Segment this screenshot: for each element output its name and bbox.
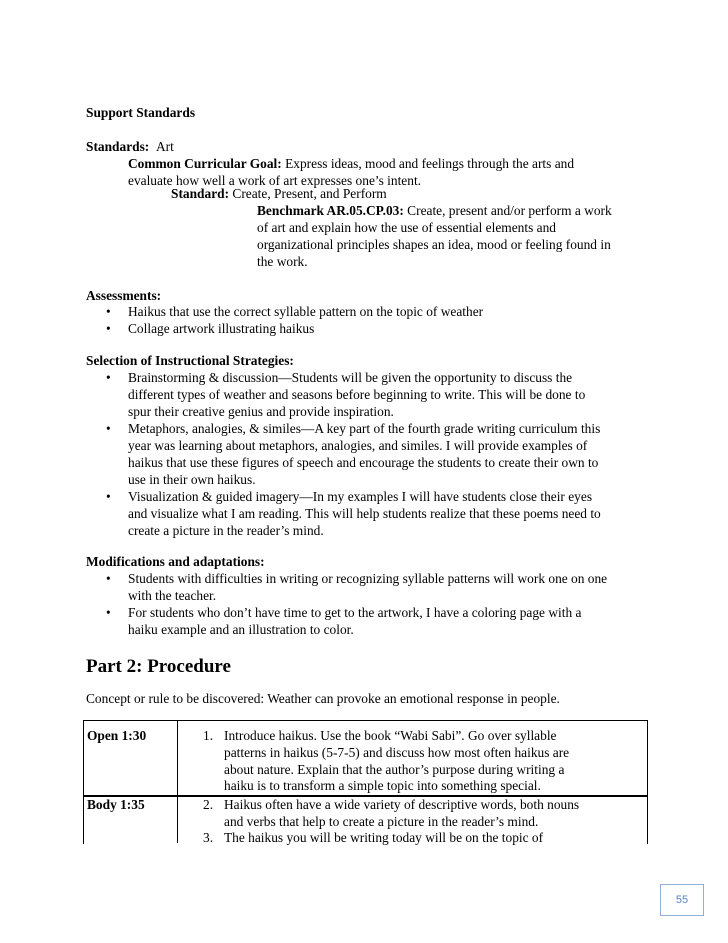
modification-line: For students who don’t have time to get to the artwork, I have a coloring page with a <box>128 605 582 620</box>
support-standards-heading: Support Standards <box>86 105 196 120</box>
strategy-line: create a picture in the reader’s mind. <box>128 523 324 538</box>
strategies-heading: Selection of Instructional Strategies: <box>86 353 294 368</box>
bullet-icon: • <box>106 370 111 385</box>
standard-line <box>171 185 387 202</box>
step-line: and verbs that help to create a picture in the reader’s mind. <box>224 814 539 829</box>
benchmark-text: Create, present and/or perform a work <box>407 203 612 218</box>
bullet-icon: • <box>106 489 111 504</box>
benchmark-line-4: the work. <box>257 254 308 269</box>
procedure-title: Part 2: Procedure <box>86 656 231 677</box>
standard-text: Create, Present, and Perform <box>232 186 387 201</box>
step-number: 2. <box>203 797 214 812</box>
strategy-line: Metaphors, analogies, & similes—A key part of the fourth grade writing curriculum this <box>128 421 601 436</box>
bullet-icon: • <box>106 321 111 336</box>
modification-line: Students with difficulties in writing or recognizing syllable patterns will work one on one <box>128 571 608 586</box>
bullet-icon: • <box>106 605 111 620</box>
modification-line: with the teacher. <box>128 588 217 603</box>
strategy-line: haikus that use these figures of speech and encourage the students to create their own to <box>128 455 599 470</box>
strategy-line: different types of weather and seasons before beginning to write. This will be done to <box>128 387 586 402</box>
page-number-box <box>660 884 704 916</box>
step-line: about nature. Explain that the author’s purpose during writing a <box>224 762 565 777</box>
step-line: patterns in haikus (5-7-5) and discuss how most often haikus are <box>224 745 570 760</box>
step-line: The haikus you will be writing today will be on the topic of <box>224 830 544 845</box>
bullet-icon: • <box>106 571 111 586</box>
standards-subject: Art <box>155 139 174 154</box>
strategy-line: use in their own haikus. <box>128 472 256 487</box>
bullet-icon: • <box>106 304 111 319</box>
step-line: haiku is to transform a simple topic into something special. <box>224 778 541 793</box>
row-label: Body 1:35 <box>87 797 145 812</box>
step-number: 1. <box>203 728 214 743</box>
bullet-icon: • <box>106 421 111 436</box>
benchmark-line <box>257 202 612 219</box>
strategy-line: spur their creative genius and provide inspiration. <box>128 404 394 419</box>
strategy-line: and visualize what I am reading. This will help students realize that these poems need to <box>128 506 601 521</box>
modification-line: haiku example and an illustration to color. <box>128 622 354 637</box>
curricular-goal-line <box>128 155 574 172</box>
concept-line: Concept or rule to be discovered: Weather can provoke an emotional response in people. <box>86 691 560 706</box>
standards-line <box>86 138 174 155</box>
row-label: Open 1:30 <box>87 728 147 743</box>
table-divider <box>177 720 178 843</box>
step-number: 3. <box>203 830 214 845</box>
goal-text: Express ideas, mood and feelings through the arts and <box>285 156 575 171</box>
step-line: Haikus often have a wide variety of descriptive words, both nouns <box>224 797 580 812</box>
page-number: 55 <box>675 894 689 906</box>
curricular-goal-line-2: evaluate how well a work of art expresses one’s intent. <box>128 173 422 188</box>
assessments-heading: Assessments: <box>86 288 162 303</box>
step-line: Introduce haikus. Use the book “Wabi Sabi”. Go over syllable <box>224 728 557 743</box>
modifications-heading: Modifications and adaptations: <box>86 554 265 569</box>
goal-label: Common Curricular Goal: <box>128 156 282 171</box>
strategy-line: Brainstorming & discussion—Students will be given the opportunity to discuss the <box>128 370 573 385</box>
benchmark-label: Benchmark AR.05.CP.03: <box>257 203 404 218</box>
assessment-item: Haikus that use the correct syllable pattern on the topic of weather <box>128 304 484 319</box>
standard-label: Standard: <box>171 186 230 201</box>
assessment-item: Collage artwork illustrating haikus <box>128 321 315 336</box>
strategy-line: Visualization & guided imagery—In my examples I will have students close their eyes <box>128 489 593 504</box>
strategy-line: year was learning about metaphors, analogies, and similes. I will provide examples of <box>128 438 588 453</box>
standards-label: Standards: <box>86 139 150 154</box>
benchmark-line-3: organizational principles shapes an idea, mood or feeling found in <box>257 237 611 252</box>
benchmark-line-2: of art and explain how the use of essential elements and <box>257 220 556 235</box>
